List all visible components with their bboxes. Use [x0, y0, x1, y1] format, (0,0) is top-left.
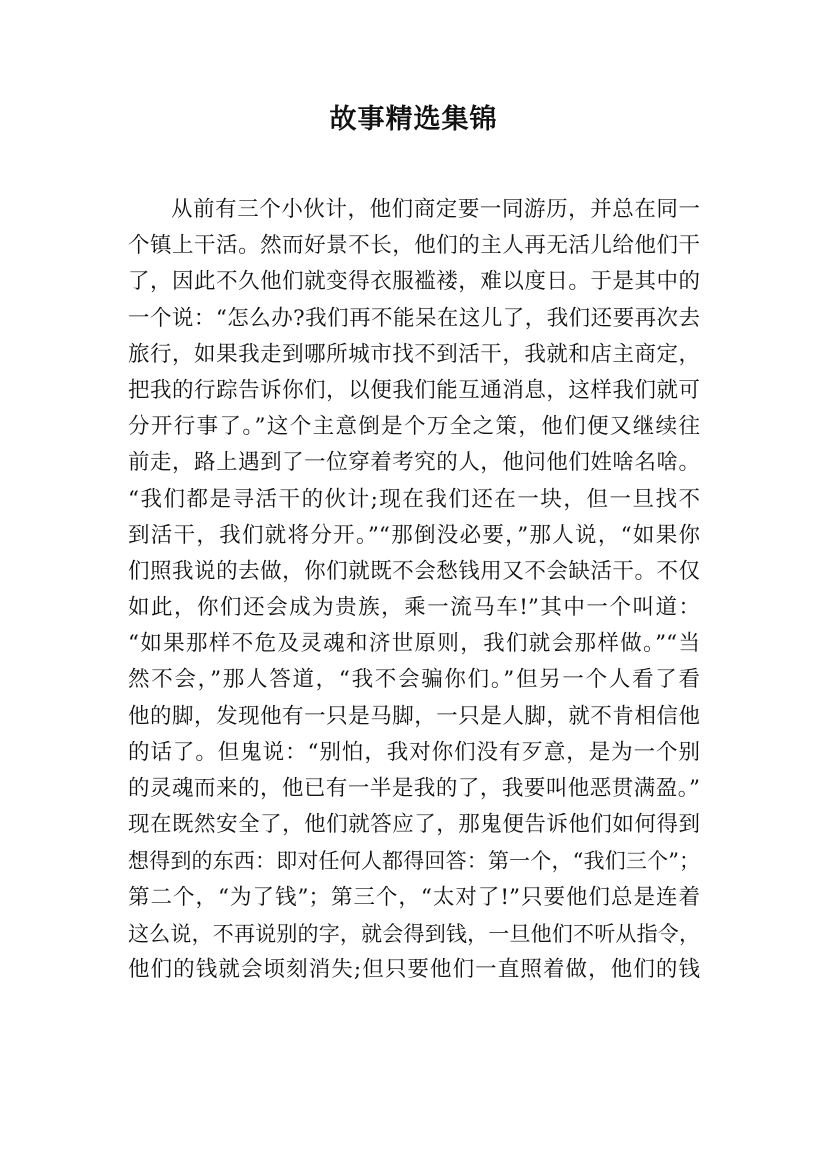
text-line: “如果那样不危及灵魂和济世原则，我们就会那样做。”“当 — [128, 631, 700, 657]
text-line: 想得到的东西：即对任何人都得回答：第一个，“我们三个”； — [128, 849, 700, 874]
text-line: 前走，路上遇到了一位穿着考究的人，他问他们姓啥名啥。 — [128, 450, 700, 476]
text-line: 一个说：“怎么办?我们再不能呆在这儿了，我们还要再次去 — [128, 305, 700, 331]
text-line: 到活干，我们就将分开。”“那倒没必要，”那人说，“如果你 — [128, 522, 700, 548]
text-line: 了，因此不久他们就变得衣服褴褛，难以度日。于是其中的 — [128, 269, 700, 295]
text-line: 现在既然安全了，他们就答应了，那鬼便告诉他们如何得到 — [128, 812, 700, 838]
text-line: 如此，你们还会成为贵族，乘一流马车!”其中一个叫道： — [128, 595, 700, 621]
text-line: 他的脚，发现他有一只是马脚，一只是人脚，就不肯相信他 — [128, 703, 700, 729]
text-line: 从前有三个小伙计，他们商定要一同游历，并总在同一 — [171, 197, 700, 222]
text-line: 个镇上干活。然而好景不长，他们的主人再无活儿给他们干 — [128, 233, 700, 259]
text-line: 这么说，不再说别的字，就会得到钱，一旦他们不听从指令， — [128, 921, 700, 946]
text-line: 第二个，“为了钱”；第三个，“太对了!”只要他们总是连着 — [128, 884, 700, 910]
text-line: 的话了。但鬼说：“别怕，我对你们没有歹意，是为一个别 — [128, 739, 700, 765]
text-line: 然不会，”那人答道，“我不会骗你们。”但另一个人看了看 — [128, 667, 700, 693]
text-line: “我们都是寻活干的伙计;现在我们还在一块，但一旦找不 — [128, 486, 700, 512]
text-line: 的灵魂而来的，他已有一半是我的了，我要叫他恶贯满盈。” — [128, 776, 700, 801]
document-title: 故事精选集锦 — [329, 104, 498, 135]
text-line: 旅行，如果我走到哪所城市找不到活干，我就和店主商定， — [128, 341, 700, 367]
text-line: 分开行事了。”这个主意倒是个万全之策，他们便又继续往 — [128, 414, 700, 440]
story-paragraph — [128, 192, 700, 988]
text-line: 把我的行踪告诉你们，以便我们能互通消息，这样我们就可 — [128, 377, 700, 403]
text-line: 们照我说的去做，你们就既不会愁钱用又不会缺活干。不仅 — [128, 558, 700, 584]
text-line: 他们的钱就会顷刻消失;但只要他们一直照着做，他们的钱 — [128, 956, 700, 982]
